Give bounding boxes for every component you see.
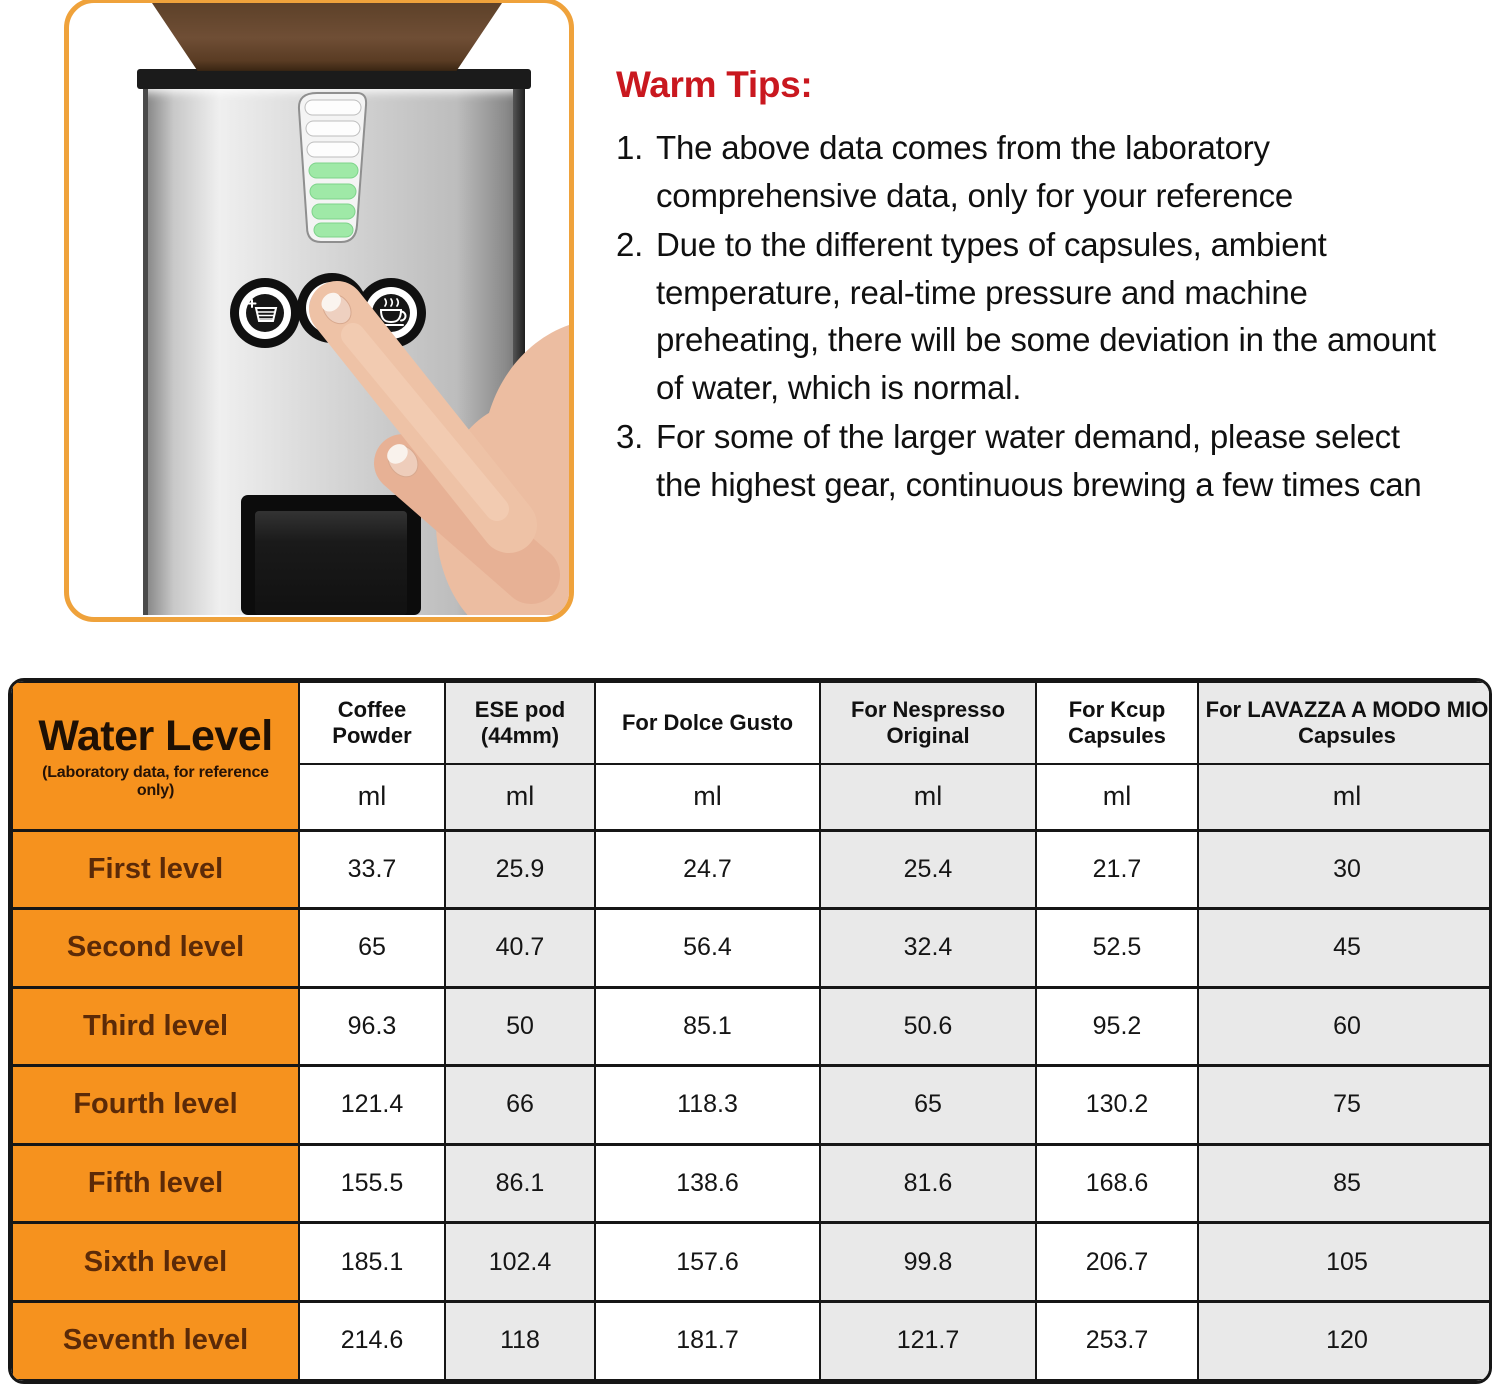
row-label: Third level (12, 987, 299, 1066)
table-row (12, 1223, 1492, 1302)
tip-text: The above data comes from the laboratory comprehensive data, only for your reference (656, 129, 1294, 214)
value-cell: 75 (1198, 1066, 1492, 1145)
value-cell: 24.7 (595, 830, 820, 909)
tip-number: 1. (616, 129, 644, 166)
value-cell: 105 (1198, 1223, 1492, 1302)
value-cell: 118 (445, 1301, 595, 1380)
column-header: For Nespresso Original (820, 682, 1036, 764)
row-label: Seventh level (12, 1301, 299, 1380)
warm-tips (616, 64, 1454, 510)
row-label: First level (12, 830, 299, 909)
value-cell: 185.1 (299, 1223, 445, 1302)
table-title: Water Level (38, 711, 273, 760)
hand (69, 3, 569, 615)
value-cell: 52.5 (1036, 909, 1198, 988)
value-cell: 121.4 (299, 1066, 445, 1145)
value-cell: 81.6 (820, 1144, 1036, 1223)
value-cell: 25.9 (445, 830, 595, 909)
value-cell: 50 (445, 987, 595, 1066)
product-photo-frame (64, 0, 574, 622)
value-cell: 85 (1198, 1144, 1492, 1223)
value-cell: 181.7 (595, 1301, 820, 1380)
value-cell: 30 (1198, 830, 1492, 909)
row-label: Fifth level (12, 1144, 299, 1223)
value-cell: 130.2 (1036, 1066, 1198, 1145)
value-cell: 157.6 (595, 1223, 820, 1302)
value-cell: 155.5 (299, 1144, 445, 1223)
coffee-machine-photo (69, 3, 569, 615)
value-cell: 65 (299, 909, 445, 988)
value-cell: 121.7 (820, 1301, 1036, 1380)
table-row (12, 909, 1492, 988)
value-cell: 120 (1198, 1301, 1492, 1380)
tip-item (616, 124, 1454, 219)
value-cell: 168.6 (1036, 1144, 1198, 1223)
tip-text: Due to the different types of capsules, ambient temperature, real-time pressure and machine preheating, there will be some deviation in the amount of water, which is normal. (656, 226, 1436, 406)
column-header: For Dolce Gusto (595, 682, 820, 764)
value-cell: 40.7 (445, 909, 595, 988)
table-row (12, 1144, 1492, 1223)
unit-cell: ml (445, 764, 595, 830)
value-cell: 96.3 (299, 987, 445, 1066)
warm-tips-list (616, 124, 1454, 508)
table-subtitle: (Laboratory data, for reference only) (42, 763, 269, 799)
row-label: Second level (12, 909, 299, 988)
value-cell: 118.3 (595, 1066, 820, 1145)
value-cell: 21.7 (1036, 830, 1198, 909)
row-label: Fourth level (12, 1066, 299, 1145)
value-cell: 33.7 (299, 830, 445, 909)
tip-number: 2. (616, 226, 644, 264)
column-header: ESE pod (44mm) (445, 682, 595, 764)
unit-cell: ml (1198, 764, 1492, 830)
value-cell: 32.4 (820, 909, 1036, 988)
tip-number: 3. (616, 418, 644, 456)
column-header: For Kcup Capsules (1036, 682, 1198, 764)
value-cell: 66 (445, 1066, 595, 1145)
unit-cell: ml (595, 764, 820, 830)
unit-cell: ml (1036, 764, 1198, 830)
unit-cell: ml (820, 764, 1036, 830)
table-row (12, 1066, 1492, 1145)
table-row (12, 1301, 1492, 1380)
unit-cell: ml (299, 764, 445, 830)
value-cell: 86.1 (445, 1144, 595, 1223)
value-cell: 214.6 (299, 1301, 445, 1380)
value-cell: 56.4 (595, 909, 820, 988)
value-cell: 95.2 (1036, 987, 1198, 1066)
table-corner (12, 682, 299, 830)
table-row (12, 830, 1492, 909)
value-cell: 138.6 (595, 1144, 820, 1223)
tip-item (616, 413, 1454, 508)
column-header: For LAVAZZA A MODO MIO Capsules (1198, 682, 1492, 764)
tip-text: For some of the larger water demand, please select the highest gear, continuous brewing a few times can (656, 418, 1422, 503)
column-header: Coffee Powder (299, 682, 445, 764)
water-level-table (8, 678, 1492, 1384)
table-row (12, 987, 1492, 1066)
value-cell: 45 (1198, 909, 1492, 988)
value-cell: 85.1 (595, 987, 820, 1066)
warm-tips-title: Warm Tips: (616, 64, 813, 105)
value-cell: 25.4 (820, 830, 1036, 909)
value-cell: 50.6 (820, 987, 1036, 1066)
value-cell: 99.8 (820, 1223, 1036, 1302)
value-cell: 60 (1198, 987, 1492, 1066)
value-cell: 253.7 (1036, 1301, 1198, 1380)
value-cell: 65 (820, 1066, 1036, 1145)
row-label: Sixth level (12, 1223, 299, 1302)
value-cell: 102.4 (445, 1223, 595, 1302)
tip-item (616, 221, 1454, 411)
value-cell: 206.7 (1036, 1223, 1198, 1302)
